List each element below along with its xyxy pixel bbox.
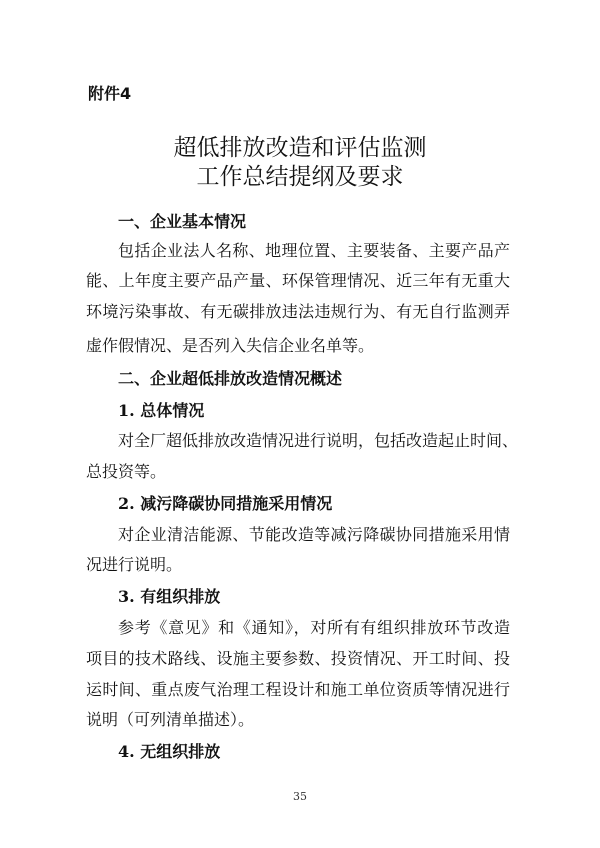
paragraph-line: 对全厂超低排放改造情况进行说明，包括改造起止时间、: [118, 431, 519, 450]
paragraph-line: 运时间、重点废气治理工程设计和施工单位资质等情况进行: [86, 680, 510, 699]
subsection2-heading: 2. 减污降碳协同措施采用情况: [118, 494, 333, 513]
section2-heading: 二、企业超低排放改造情况概述: [118, 369, 343, 388]
subsection4-heading: 4. 无组织排放: [118, 742, 221, 761]
document-title-line2: 工作总结提纲及要求: [196, 164, 404, 190]
attachment-label: 附件4: [88, 84, 132, 103]
paragraph-line: 况进行说明。: [86, 555, 183, 574]
paragraph-line: 对企业清洁能源、节能改造等减污降碳协同措施采用情: [118, 525, 510, 544]
subsection3-heading: 3. 有组织排放: [118, 587, 221, 606]
paragraph-line: 说明（可列清单描述）。: [86, 710, 255, 729]
paragraph-line: 环境污染事故、有无碳排放违法违规行为、有无自行监测弄: [86, 302, 510, 321]
paragraph-line: 能、上年度主要产品产量、环保管理情况、近三年有无重大: [86, 271, 510, 290]
paragraph-line: 包括企业法人名称、地理位置、主要装备、主要产品产: [118, 241, 510, 260]
document-title-line1: 超低排放改造和评估监测: [173, 135, 427, 161]
paragraph-line: 总投资等。: [86, 462, 167, 481]
section1-heading: 一、企业基本情况: [118, 212, 247, 231]
paragraph-line: 项目的技术路线、设施主要参数、投资情况、开工时间、投: [86, 649, 510, 668]
subsection1-heading: 1. 总体情况: [118, 401, 205, 420]
page-number: 35: [293, 790, 307, 803]
paragraph-line: 参考《意见》和《通知》，对所有有组织排放环节改造: [118, 618, 510, 637]
paragraph-line: 虚作假情况、是否列入失信企业名单等。: [86, 336, 375, 355]
